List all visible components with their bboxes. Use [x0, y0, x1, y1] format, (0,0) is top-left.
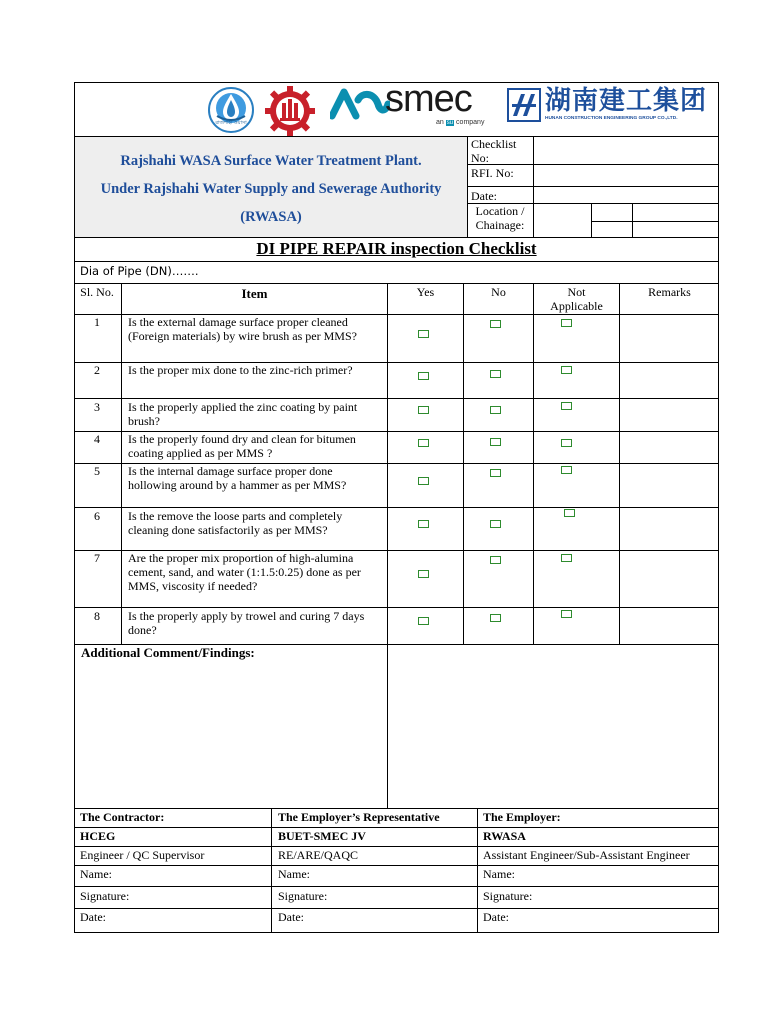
hunan-emblem-icon: [507, 88, 541, 122]
na-checkbox[interactable]: [561, 466, 572, 474]
contractor-date-label[interactable]: Date:: [80, 910, 106, 924]
additional-comment-right-field[interactable]: [388, 645, 718, 807]
col-header-yes: Yes: [416, 285, 435, 299]
na-checkbox[interactable]: [561, 402, 572, 410]
na-checkbox[interactable]: [561, 366, 572, 374]
row-item: Is the external damage surface proper cleaned (Foreign materials) by wire brush as per MMS?: [128, 315, 357, 343]
row-item: Is the internal damage surface proper done hollowing around by a hammer as per MMS?: [128, 464, 347, 492]
row-sl: 2: [94, 363, 100, 377]
contractor-signature-label[interactable]: Signature:: [80, 889, 130, 903]
surbana-badge: su: [446, 120, 454, 126]
contractor-name-label[interactable]: Name:: [80, 867, 112, 881]
row-item: Is the remove the loose parts and completely cleaning done satisfactorily as per MMS?: [128, 509, 343, 537]
employer-rep-org: BUET-SMEC JV: [278, 829, 366, 843]
smec-tagline-pre: an: [436, 119, 444, 126]
na-checkbox[interactable]: [561, 610, 572, 618]
dia-of-pipe-label: Dia of Pipe (DN)…….: [80, 264, 199, 278]
col-header-sl: Sl. No.: [80, 285, 114, 299]
smec-tagline-post: company: [456, 119, 485, 126]
project-line-2: Under Rajshahi Water Supply and Sewerage Authority: [100, 181, 442, 197]
rwasa-logo-text: রাজশাহী ওয়াসা: [215, 120, 247, 126]
row-item: Is the properly applied the zinc coating by paint brush?: [128, 400, 358, 428]
employer-date-label[interactable]: Date:: [483, 910, 509, 924]
col-header-remarks: Remarks: [648, 285, 691, 299]
additional-comment-label: Additional Comment/Findings:: [81, 645, 255, 660]
employer-signature-label[interactable]: Signature:: [483, 889, 533, 903]
row-sl: 1: [94, 315, 100, 329]
employer-title: Assistant Engineer/Sub-Assistant Engineer: [483, 848, 690, 862]
yes-checkbox[interactable]: [418, 372, 429, 380]
yes-checkbox[interactable]: [418, 570, 429, 578]
row-sl: 6: [94, 509, 100, 523]
checklist-no-label: Checklist No:: [471, 137, 517, 165]
smec-logo: [330, 78, 498, 130]
no-checkbox[interactable]: [490, 406, 501, 414]
yes-checkbox[interactable]: [418, 406, 429, 414]
no-checkbox[interactable]: [490, 556, 501, 564]
no-checkbox[interactable]: [490, 469, 501, 477]
na-checkbox[interactable]: [561, 554, 572, 562]
row-item: Is the properly apply by trowel and curing 7 days done?: [128, 609, 365, 637]
col-header-no: No: [491, 285, 506, 299]
na-checkbox[interactable]: [564, 509, 575, 517]
contractor-title: Engineer / QC Supervisor: [80, 848, 205, 862]
checklist-title: DI PIPE REPAIR inspection Checklist: [256, 239, 537, 258]
contractor-role: The Contractor:: [80, 810, 165, 824]
rfi-no-label: RFI. No:: [471, 166, 514, 180]
no-checkbox[interactable]: [490, 438, 501, 446]
employer-role: The Employer:: [483, 810, 561, 824]
employer-name-label[interactable]: Name:: [483, 867, 515, 881]
smec-wordmark: smec: [385, 78, 472, 120]
date-field[interactable]: [534, 187, 718, 203]
row-item: Is the properly found dry and clean for bitumen coating applied as per MMS ?: [128, 432, 356, 460]
employer-rep-name-label[interactable]: Name:: [278, 867, 310, 881]
no-checkbox[interactable]: [490, 320, 501, 328]
row-item: Is the proper mix done to the zinc-rich primer?: [128, 363, 353, 377]
yes-checkbox[interactable]: [418, 520, 429, 528]
no-checkbox[interactable]: [490, 614, 501, 622]
project-line-3: (RWASA): [240, 209, 302, 225]
row-sl: 8: [94, 609, 100, 623]
project-line-1: Rajshahi WASA Surface Water Treatment Plant.: [120, 153, 422, 169]
smec-wave-icon: [330, 86, 390, 120]
employer-rep-date-label[interactable]: Date:: [278, 910, 304, 924]
yes-checkbox[interactable]: [418, 477, 429, 485]
row-item: Are the proper mix proportion of high-alumina cement, sand, and water (1:1.5:0.25) done as per MMS, viscosity if needed?: [128, 551, 361, 593]
rwasa-logo: [207, 86, 255, 134]
col-header-item: Item: [241, 286, 268, 301]
row-sl: 4: [94, 432, 100, 446]
date-label: Date:: [471, 189, 497, 203]
no-checkbox[interactable]: [490, 370, 501, 378]
no-checkbox[interactable]: [490, 520, 501, 528]
yes-checkbox[interactable]: [418, 439, 429, 447]
additional-comment-field[interactable]: [75, 662, 386, 807]
employer-rep-role: The Employer’s Representative: [278, 810, 440, 824]
na-checkbox[interactable]: [561, 319, 572, 327]
na-checkbox[interactable]: [561, 439, 572, 447]
rfi-no-field[interactable]: [534, 165, 718, 186]
contractor-org: HCEG: [80, 829, 116, 843]
gear-emblem-icon: [262, 85, 318, 137]
buet-logo: [262, 85, 318, 137]
employer-rep-signature-label[interactable]: Signature:: [278, 889, 328, 903]
row-sl: 3: [94, 400, 100, 414]
hunan-english-name: HUNAN CONSTRUCTION ENGINEERING GROUP CO.,LTD.: [545, 116, 678, 121]
hunan-logo: [507, 88, 709, 128]
location-field[interactable]: [534, 204, 718, 236]
smec-tagline: [436, 119, 484, 126]
row-sl: 5: [94, 464, 100, 478]
hunan-chinese-name: 湖南建工集团: [545, 86, 708, 116]
yes-checkbox[interactable]: [418, 617, 429, 625]
row-sl: 7: [94, 551, 100, 565]
yes-checkbox[interactable]: [418, 330, 429, 338]
checklist-no-field[interactable]: [534, 137, 718, 164]
employer-rep-title: RE/ARE/QAQC: [278, 848, 359, 862]
col-header-na: Not Applicable: [550, 285, 603, 313]
location-label: Location / Chainage:: [475, 204, 525, 232]
employer-org: RWASA: [483, 829, 526, 843]
